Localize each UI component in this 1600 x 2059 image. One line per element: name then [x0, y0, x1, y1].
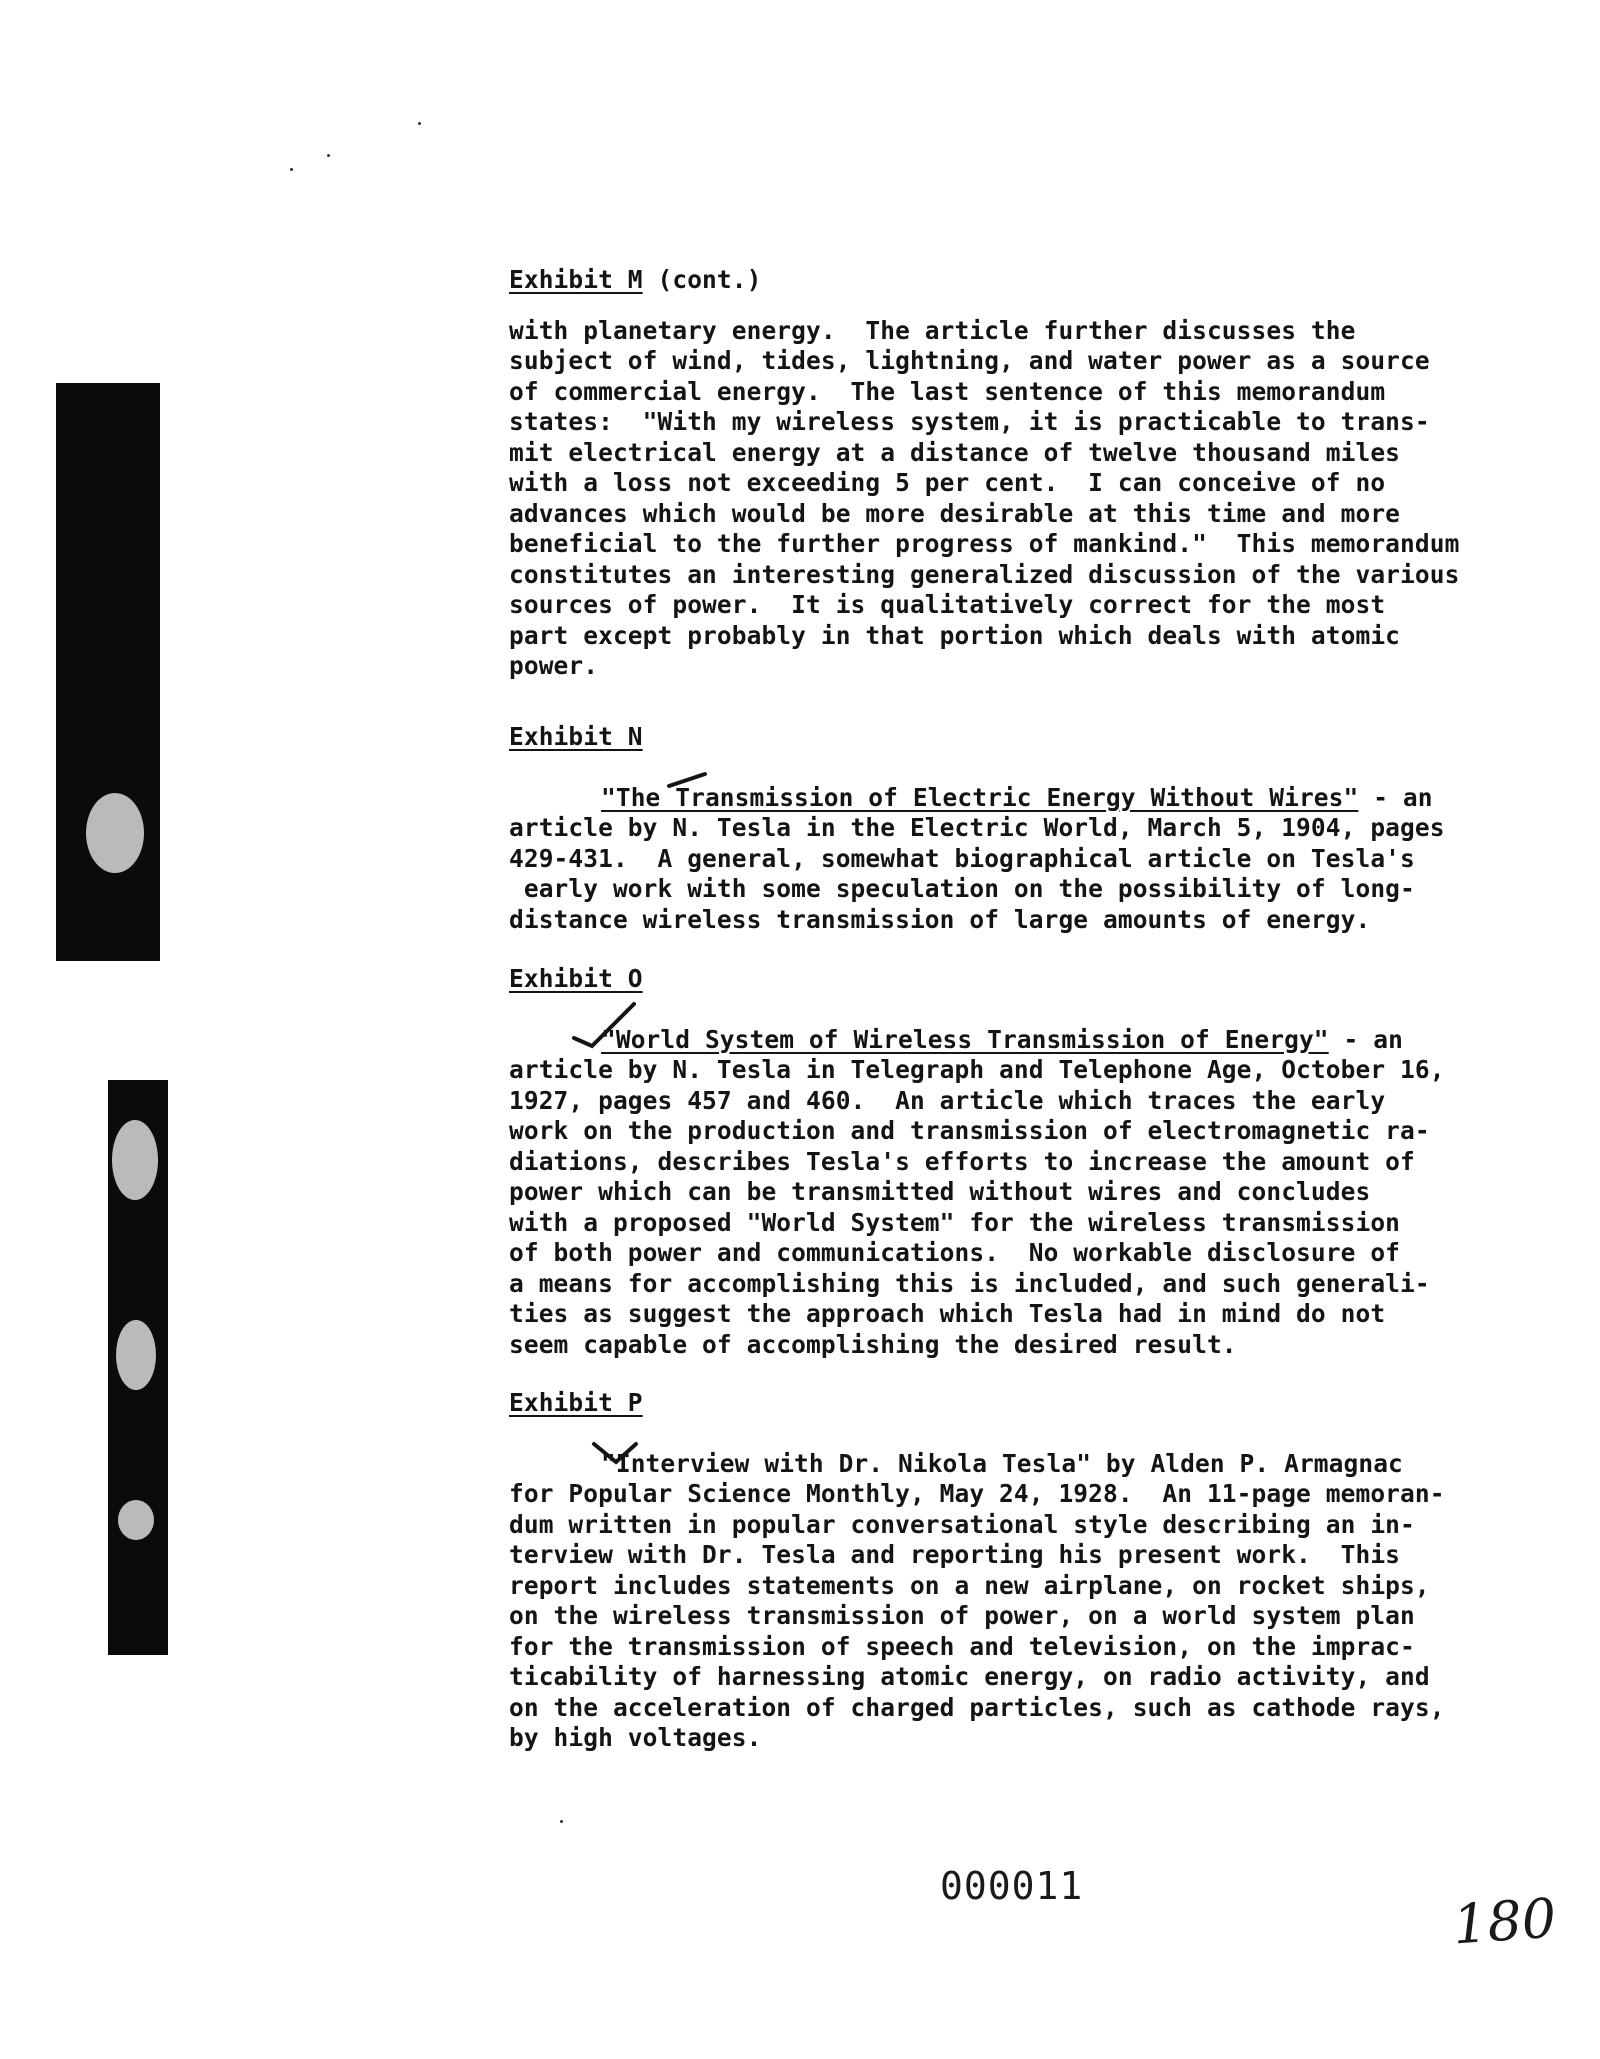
spacer [509, 995, 1499, 1025]
scan-speck [418, 122, 421, 125]
heading-text: Exhibit N [509, 722, 643, 751]
heading-suffix: (cont.) [642, 265, 762, 294]
exhibit-o-section [509, 964, 1499, 1360]
body-line: states: "With my wireless system, it is practicable to trans- [509, 407, 1430, 436]
handwritten-check-icon [667, 770, 707, 790]
body-line: with a loss not exceeding 5 per cent. I can conceive of no [509, 468, 1386, 497]
body-line: with a proposed "World System" for the wireless transmission [509, 1207, 1401, 1237]
scan-artifact-lower [108, 1080, 168, 1655]
scan-speck [290, 168, 293, 171]
body-line: 1927, pages 457 and 460. An article which traces the early [509, 1085, 1386, 1115]
body-line: for the transmission of speech and television, on the imprac- [509, 1631, 1415, 1661]
body-line: article by N. Tesla in the Electric World, March 5, 1904, pages [509, 813, 1445, 842]
body-line: seem capable of accomplishing the desired result. [509, 1329, 1237, 1359]
body-line: early work with some speculation on the possibility of long- [509, 874, 1415, 903]
article-title: "World System of Wireless Transmission of Energy" [601, 1024, 1329, 1054]
body-line: report includes statements on a new airplane, on rocket ships, [509, 1570, 1430, 1600]
exhibit-o-heading [509, 964, 1499, 995]
body-line: diations, describes Tesla's efforts to increase the amount of [509, 1146, 1415, 1176]
body-line: on the acceleration of charged particles, such as cathode rays, [509, 1692, 1445, 1722]
exhibit-p-section [509, 1388, 1499, 1754]
body-line: of both power and communications. No workable disclosure of [509, 1238, 1401, 1267]
body-line: distance wireless transmission of large amounts of energy. [509, 904, 1371, 934]
exhibit-o-title-line [509, 1025, 1499, 1056]
body-line: advances which would be more desirable at this time and more [509, 498, 1401, 528]
heading-text: Exhibit O [509, 964, 643, 993]
spacer [509, 1419, 1499, 1449]
body-line: power which can be transmitted without wires and concludes [509, 1177, 1371, 1206]
handwritten-check-icon [570, 1000, 640, 1050]
exhibit-p-heading [509, 1388, 1499, 1419]
body-line: constitutes an interesting generalized discussion of the various [509, 559, 1460, 589]
body-line: terview with Dr. Tesla and reporting his present work. This [509, 1540, 1401, 1569]
body-line: by high voltages. [509, 1723, 762, 1752]
body-line: work on the production and transmission of electromagnetic ra- [509, 1116, 1430, 1145]
body-line: sources of power. It is qualitatively correct for the most [509, 590, 1386, 619]
scan-speck [327, 154, 330, 157]
handwritten-page-number: 180 [1450, 1886, 1559, 1957]
body-line: subject of wind, tides, lightning, and water power as a source [509, 346, 1430, 375]
title-tail: - an [1358, 782, 1433, 812]
body-line: power. [509, 651, 599, 680]
body-line: dum written in popular conversational style describing an in- [509, 1509, 1415, 1539]
body-line: ticability of harnessing atomic energy, on radio activity, and [509, 1662, 1430, 1691]
body-line: a means for accomplishing this is included, and such generali- [509, 1268, 1430, 1298]
spacer [509, 296, 1499, 316]
heading-text: Exhibit M [509, 265, 643, 294]
control-number: 000011 [940, 1864, 1084, 1908]
article-title: "The Transmission of Electric Energy Without Wires" [601, 782, 1359, 812]
body-line: mit electrical energy at a distance of twelve thousand miles [509, 437, 1401, 467]
exhibit-m-heading [509, 265, 1499, 296]
scan-artifact-upper [56, 383, 160, 961]
exhibit-n-section [509, 722, 1499, 935]
body-line: article by N. Tesla in Telegraph and Telephone Age, October 16, [509, 1055, 1445, 1084]
exhibit-m-section [509, 265, 1499, 682]
body-line: for Popular Science Monthly, May 24, 1928. An 11-page memoran- [509, 1479, 1445, 1508]
body-line: ties as suggest the approach which Tesla had in mind do not [509, 1299, 1386, 1328]
body-line: on the wireless transmission of power, on a world system plan [509, 1601, 1415, 1630]
exhibit-n-title-line [509, 783, 1499, 814]
body-line: beneficial to the further progress of mankind." This memorandum [509, 529, 1460, 558]
spacer [509, 753, 1499, 783]
body-line: part except probably in that portion which deals with atomic [509, 620, 1401, 650]
title-tail: - an [1328, 1024, 1403, 1054]
heading-text: Exhibit P [509, 1388, 643, 1417]
body-line: 429-431. A general, somewhat biographical article on Tesla's [509, 843, 1415, 873]
scan-speck [560, 1820, 563, 1823]
body-line: with planetary energy. The article further discusses the [509, 315, 1356, 345]
exhibit-n-heading [509, 722, 1499, 753]
body-line: of commercial energy. The last sentence of this memorandum [509, 376, 1386, 406]
article-title: "Interview with Dr. Nikola Tesla" by Alden P. Armagnac [601, 1448, 1403, 1478]
handwritten-check-icon [590, 1438, 640, 1468]
